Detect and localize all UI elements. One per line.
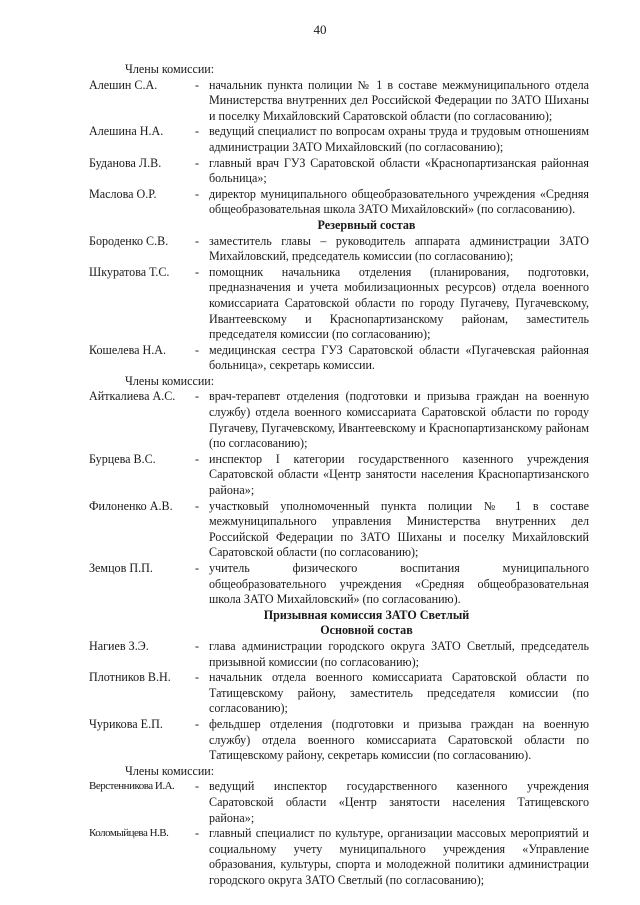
entry-dash: - (195, 342, 200, 357)
entry-dash: - (195, 124, 200, 139)
member-role: ведущий инспектор государственного казенного учреждения Саратовской области «Центр занятости населения Татищевского района»; (209, 779, 589, 825)
member-role: участковый уполномоченный пункта полиции № 1 в составе межмуниципального управления Министерства внутренних дел Российской Федерации по ЗАТО Шиханы и поселку Михайловский Саратовской области (по согласованию); (209, 498, 589, 560)
member-name: Плотников В.Н. (89, 670, 171, 685)
member-role: инспектор I категории государственного казенного учреждения Саратовской области «Центр занятости населения Краснопартизанского района»; (209, 451, 589, 498)
section-heading: Резервный состав (317, 217, 416, 232)
entry-dash: - (195, 826, 200, 841)
member-name: Бороденко С.В. (89, 233, 169, 248)
member-role: заместитель главы – руководитель аппарата администрации ЗАТО Михайловский, председатель комиссии (по согласованию); (209, 233, 589, 264)
member-entry (89, 234, 589, 265)
member-entry (89, 78, 589, 125)
member-entry (89, 156, 589, 187)
member-entry (89, 717, 589, 764)
page-number: 40 (313, 22, 327, 37)
entry-dash: - (195, 233, 200, 248)
members-label: Члены комиссии: (125, 373, 215, 388)
member-entry (89, 779, 589, 826)
members-label: Члены комиссии: (125, 62, 215, 76)
member-entry (89, 187, 589, 218)
entry-dash: - (195, 77, 200, 92)
member-entry (89, 452, 589, 499)
member-name: Кошелева Н.А. (89, 342, 167, 357)
member-name: Земцов П.П. (89, 561, 153, 575)
member-role: медицинская сестра ГУЗ Саратовской области «Пугачевская районная больница», секретарь комиссии. (209, 342, 589, 373)
section-heading: Призывная комиссия ЗАТО Светлый (263, 607, 470, 622)
member-role: ведущий специалист по вопросам охраны труда и трудовым отношениям администрации ЗАТО Михайловский (по согласованию); (209, 124, 589, 154)
member-name: Буданова Л.В. (89, 155, 162, 170)
member-name: Филоненко А.В. (89, 498, 173, 513)
entry-dash: - (195, 638, 200, 653)
member-entry (89, 343, 589, 374)
member-role: глава администрации городского округа ЗАТО Светлый, председатель призывной комиссии (по согласованию); (209, 638, 589, 669)
member-role: помощник начальника отделения (планирования, подготовки, предназначения и учета мобилизационных ресурсов) отдела военного комиссариата Саратовской области по городу Пугачеву, Пугачевскому, Ивантеевскому и Краснопартизанскому районам, заместитель председателя комиссии (по согласованию); (209, 264, 589, 342)
member-name: Шкуратова Т.С. (89, 264, 170, 279)
entry-dash: - (195, 670, 200, 685)
entry-dash: - (195, 264, 200, 279)
member-entry (89, 639, 589, 670)
member-name: Бурцева В.С. (89, 451, 156, 466)
member-entry (89, 499, 589, 561)
member-role: главный врач ГУЗ Саратовской области «Краснопартизанская районная больница»; (209, 155, 589, 186)
section-heading: Основной состав (320, 623, 413, 638)
member-name: Алешина Н.А. (89, 124, 164, 139)
entry-dash: - (195, 389, 200, 404)
member-entry (89, 826, 589, 888)
member-entry (89, 389, 589, 451)
entry-dash: - (195, 186, 200, 201)
members-label: Члены комиссии: (125, 763, 215, 778)
member-role: начальник отдела военного комиссариата Саратовской области по Татищевскому району, заместитель председателя комиссии (по согласованию); (209, 670, 589, 716)
member-entry (89, 124, 589, 155)
entry-dash: - (195, 716, 200, 731)
member-role: начальник пункта полиции № 1 в составе межмуниципального отдела Министерства внутренних дел Российской Федерации по ЗАТО Шиханы и поселку Михайловский Саратовской области (по согласованию); (209, 77, 589, 123)
member-role: фельдшер отделения (подготовки и призыва граждан на военную службу) отдела военного комиссариата Саратовской области по Татищевскому району, секретарь комиссии (по согласованию). (209, 716, 589, 763)
entry-dash: - (195, 498, 200, 513)
entry-dash: - (195, 155, 200, 170)
member-name: Айткалиева А.С. (89, 389, 176, 404)
entry-dash: - (195, 561, 200, 575)
member-role: главный специалист по культуре, организации массовых мероприятий и социальному учету муниципального учреждения «Управление образования, культуры, спорта и молодежной политики администрации городского округа ЗАТО Светлый (по согласованию); (209, 826, 589, 887)
entry-dash: - (195, 451, 200, 466)
entry-dash: - (195, 779, 200, 794)
member-name: Коломыйцева Н.В. (89, 827, 169, 840)
member-name: Алешин С.А. (89, 77, 158, 92)
member-name: Верстенникова И.А. (89, 780, 175, 793)
document-body (89, 62, 589, 888)
member-entry (89, 670, 589, 717)
member-entry (89, 265, 589, 343)
member-name: Маслова О.Р. (89, 186, 157, 201)
member-name: Нагиев З.Э. (89, 638, 149, 653)
member-role: директор муниципального общеобразовательного учреждения «Средняя общеобразовательная школа ЗАТО Михайловский» (по согласованию). (209, 186, 589, 217)
member-entry (89, 561, 589, 608)
member-role: учитель физического воспитания муниципального общеобразовательного учреждения «Средняя общеобразовательная школа ЗАТО Михайловский» (по согласованию). (209, 561, 589, 607)
member-role: врач-терапевт отделения (подготовки и призыва граждан на военную службу) отдела военного комиссариата Саратовской области по городу Пугачеву, Пугачевскому, Ивантеевскому и Краснопартизанскому районам (по согласованию); (209, 389, 589, 451)
member-name: Чурикова Е.П. (89, 716, 163, 731)
